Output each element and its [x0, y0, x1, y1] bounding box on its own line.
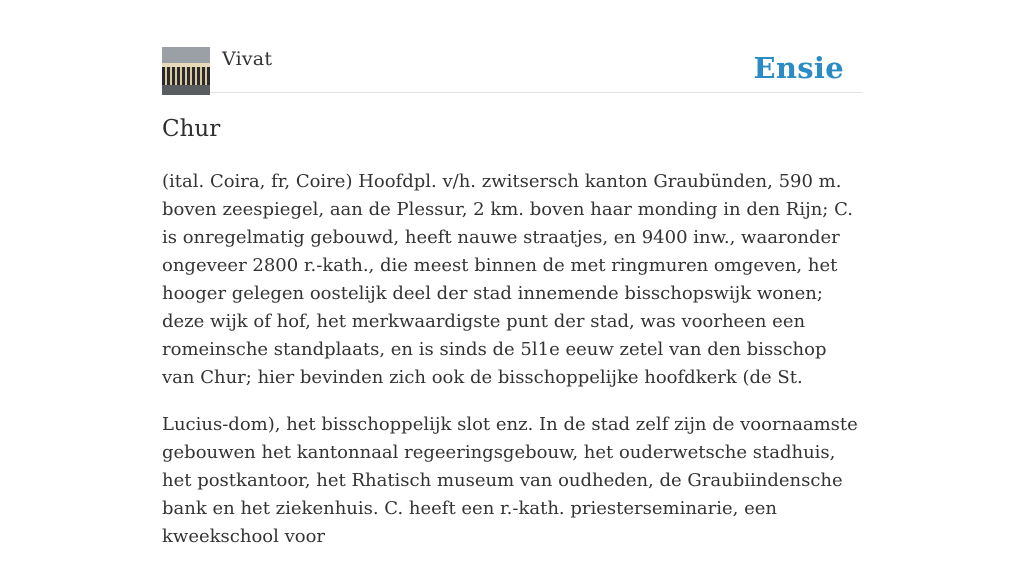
- article-paragraph: Lucius-dom), het bisschoppelijk slot enz. In de stad zelf zijn de voornaamste gebouwen het kantonnaal regeeringsgebouw, het ouderwetsche stadhuis, het postkantoor, het Rhatisch museum van oudheden, de Graubiindensche bank en het ziekenhuis. C. heeft een r.-kath. priesterseminarie, een kweekschool voor: [162, 414, 858, 547]
- page-container: [162, 0, 862, 547]
- brand-logo[interactable]: Ensie: [753, 51, 844, 85]
- article-paragraph: (ital. Coira, fr, Coire) Hoofdpl. v/h. zwitsersch kanton Graubünden, 590 m. boven zeespiegel, aan de Plessur, 2 km. boven haar monding in den Rijn; C. is onregelmatig gebouwd, heeft nauwe straatjes, en 9400 inw., waaronder ongeveer 2800 r.-kath., die meest binnen de met ringmuren omgeven, het hooger gelegen oostelijk deel der stad innemende bisschopswijk wonen; deze wijk of hof, het merkwaardigste punt der stad, was voorheen een romeinsche standplaats, en is sinds de 5l1e eeuw zetel van den bisschop van Chur; hier bevinden zich ook de bisschoppelijke hoofdkerk (de St.: [162, 171, 853, 388]
- header: [162, 46, 862, 93]
- article-body: [162, 168, 862, 570]
- page-title: Chur: [162, 116, 221, 142]
- book-stack-icon: [162, 47, 210, 95]
- avatar[interactable]: [162, 47, 210, 95]
- site-name[interactable]: Vivat: [222, 48, 273, 70]
